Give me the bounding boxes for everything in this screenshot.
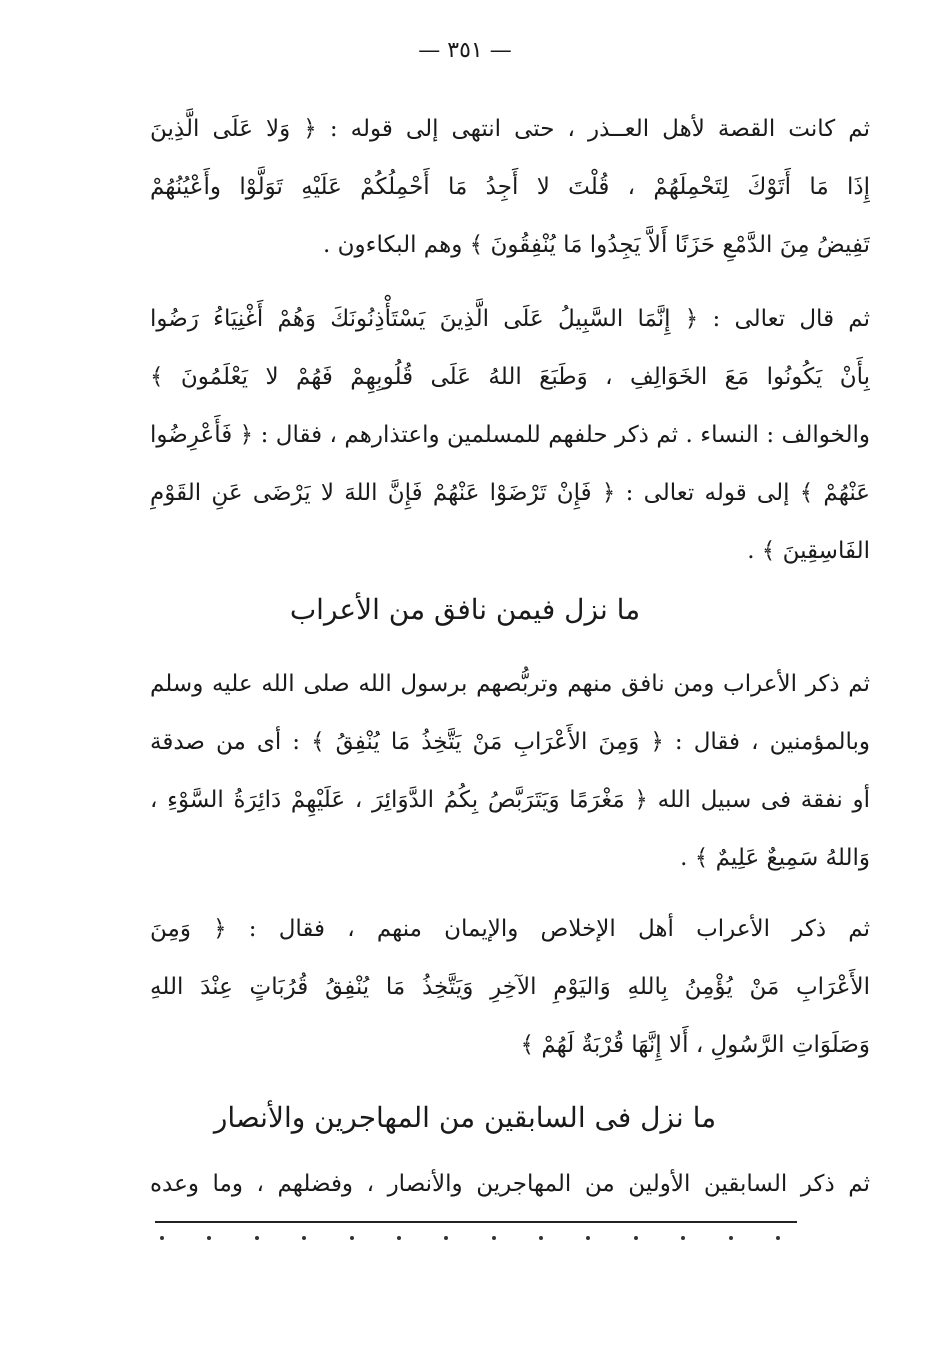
footer-dot bbox=[776, 1236, 780, 1240]
footer-dot bbox=[207, 1236, 211, 1240]
footer-dot bbox=[255, 1236, 259, 1240]
footer-dot bbox=[539, 1236, 543, 1240]
paragraph-sincere-bedouins bbox=[150, 900, 870, 1074]
footer-dots bbox=[160, 1236, 780, 1240]
footer-dot bbox=[634, 1236, 638, 1240]
text-line: ثم كانت القصة لأهل العــذر ، حتى انتهى إلى قوله : ﴿ وَلا عَلَى الَّذِينَ bbox=[150, 116, 870, 142]
text-line: الأَعْرَابِ مَنْ يُؤْمِنُ بِاللهِ وَاليَوْمِ الآخِرِ وَيَتَّخِذُ مَا يُنْفِقُ قُرُبَاتٍ عِنْدَ اللهِ bbox=[150, 974, 870, 1000]
text-line: ثم ذكر السابقين الأولين من المهاجرين والأنصار ، وفضلهم ، وما وعده bbox=[150, 1171, 870, 1197]
footer-dot bbox=[302, 1236, 306, 1240]
text-line: وبالمؤمنين ، فقال : ﴿ وَمِنَ الأَعْرَابِ مَنْ يَتَّخِذُ مَا يُنْفِقُ ﴾ : أى من صدقة bbox=[150, 729, 870, 755]
footer-dot bbox=[586, 1236, 590, 1240]
text-line: أو نفقة فى سبيل الله ﴿ مَغْرَمًا وَيَتَرَبَّصُ بِكُمُ الدَّوَائِرَ ، عَلَيْهِمْ دَائِرَةُ السَّوْءِ ، bbox=[150, 787, 870, 813]
text-line: الفَاسِقِينَ ﴾ . bbox=[747, 538, 870, 564]
footnote-separator-line bbox=[155, 1221, 797, 1223]
paragraph-blame bbox=[150, 290, 870, 580]
paragraph-excused bbox=[150, 100, 870, 274]
paragraph-bedouin-hypocrites bbox=[150, 655, 870, 887]
footer-dot bbox=[444, 1236, 448, 1240]
text-line: وَاللهُ سَمِيعٌ عَلِيمٌ ﴾ . bbox=[680, 845, 870, 871]
text-line: ثم ذكر الأعراب ومن نافق منهم وتربُّصهم برسول الله صلى الله عليه وسلم bbox=[150, 671, 870, 697]
paragraph-forerunners bbox=[150, 1155, 870, 1213]
footer-dot bbox=[729, 1236, 733, 1240]
text-line: ثم قال تعالى : ﴿ إِنَّمَا السَّبِيلُ عَلَى الَّذِينَ يَسْتَأْذِنُونَكَ وَهُمْ أَغْنِيَاءُ رَضُوا bbox=[150, 306, 870, 332]
footer-dot bbox=[492, 1236, 496, 1240]
footer-dot bbox=[350, 1236, 354, 1240]
text-line: ثم ذكر الأعراب أهل الإخلاص والإيمان منهم ، فقال : ﴿ وَمِنَ bbox=[150, 916, 870, 942]
footer-dot bbox=[681, 1236, 685, 1240]
text-line: تَفِيضُ مِنَ الدَّمْعِ حَزَنًا أَلاَّ يَجِدُوا مَا يُنْفِقُونَ ﴾ وهم البكاءون . bbox=[323, 232, 870, 258]
footer-dot bbox=[160, 1236, 164, 1240]
text-line: بِأَنْ يَكُونُوا مَعَ الخَوَالِفِ ، وَطَبَعَ اللهُ عَلَى قُلُوبِهِمْ فَهُمْ لا يَعْلَمُونَ ﴾ bbox=[150, 364, 870, 390]
footer-dot bbox=[397, 1236, 401, 1240]
text-line: إِذَا مَا أَتَوْكَ لِتَحْمِلَهُمْ ، قُلْتَ لا أَجِدُ مَا أَحْمِلُكُمْ عَلَيْهِ تَوَلَّوْا وأَعْيُنُهُمْ bbox=[150, 174, 870, 200]
text-line: وَصَلَوَاتِ الرَّسُولِ ، أَلا إِنَّهَا قُرْبَةٌ لَهُمْ ﴾ bbox=[520, 1032, 870, 1058]
page-number: — ٣٥١ — bbox=[418, 38, 512, 63]
section-heading-bedouin-hypocrites: ما نزل فيمن نافق من الأعراب bbox=[289, 593, 641, 626]
text-line: عَنْهُمْ ﴾ إلى قوله تعالى : ﴿ فَإِنْ تَرْضَوْا عَنْهُمْ فَإِنَّ اللهَ لا يَرْضَى عَنِ القَوْمِ bbox=[150, 480, 870, 506]
section-heading-forerunners: ما نزل فى السابقين من المهاجرين والأنصار bbox=[213, 1101, 717, 1134]
text-line: والخوالف : النساء . ثم ذكر حلفهم للمسلمين واعتذارهم ، فقال : ﴿ فَأَعْرِضُوا bbox=[150, 422, 870, 448]
